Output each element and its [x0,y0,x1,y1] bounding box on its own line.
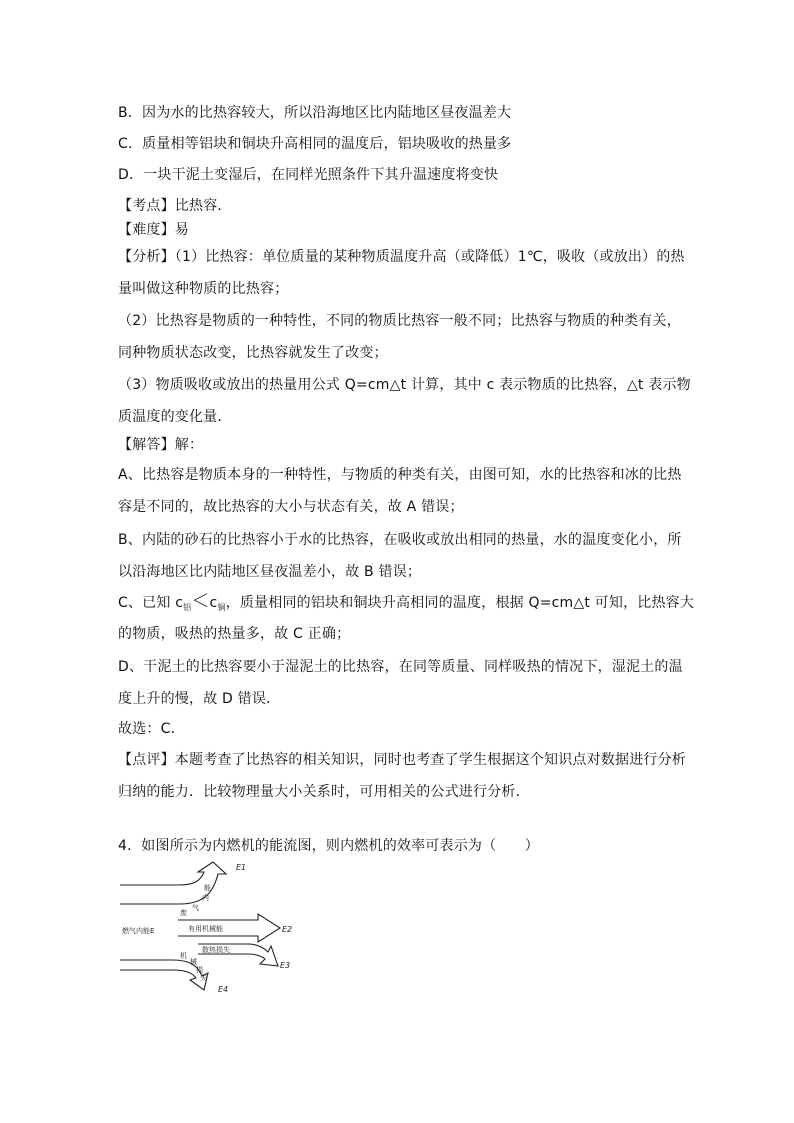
mech-loss-char-3: 损 [196,966,203,974]
answer-c-line-1 [118,593,694,614]
mech-loss-char-2: 械 [190,958,197,966]
analysis-line-4: 同种物质状态改变，比热容就发生了改变； [118,345,388,361]
answer-d-line-2: 度上升的慢，故 D 错误． [118,691,281,707]
analysis-line-3: （2）比热容是物质的一种特性，不同的物质比热容一般不同；比热容与物质的种类有关， [118,313,681,329]
e1-label: E1 [236,863,247,872]
e2-label: E2 [282,925,293,934]
exhaust-char-4: 能 [204,884,211,892]
exhaust-char-1: 废 [180,909,187,917]
question-4: 4．如图所示为内燃机的能流图，则内燃机的效率可表示为（ ） [118,838,539,854]
answer-b-line-2: 以沿海地区比内陆地区昼夜温差小，故 B 错误； [118,564,422,580]
subscript-aluminum: 铝 [183,603,192,612]
option-b: B．因为水的比热容较大，所以沿海地区比内陆地区昼夜温差大 [118,105,512,121]
useful-energy-label: 有用机械能 [188,925,223,933]
answer-c-prefix: C、已知 c [118,595,184,611]
exhaust-char-2: 气 [192,904,199,912]
mech-loss-char-4: 失 [200,974,207,982]
answer-c-line-2: 的物质，吸热的热量多，故 C 正确； [118,626,351,642]
subscript-copper: 铜 [217,603,226,612]
analysis-line-1: 【分析】（1）比热容：单位质量的某种物质温度升高（或降低）1℃，吸收（或放出）的热 [118,249,685,265]
difficulty-line: 【难度】易 [118,222,189,238]
answer-c-rest: ，质量相同的铝块和铜块升高相同的温度，根据 Q=cm△t 可知，比热容大 [225,595,695,611]
exhaust-arrow [120,862,226,904]
energy-flow-diagram [118,860,298,1000]
comment-line-1: 【点评】本题考查了比热容的相关知识，同时也考查了学生根据这个知识点对数据进行分析 [118,752,686,768]
e4-label: E4 [218,985,229,994]
comment-line-2: 归纳的能力．比较物理量大小关系时，可用相关的公式进行分析． [118,784,530,800]
option-c: C．质量相等铝块和铜块升高相同的温度后，铝块吸收的热量多 [118,136,512,152]
fuel-energy-label: 燃气内能E [122,927,155,935]
choice-line: 故选：C． [118,721,185,737]
answer-a-line-1: A、比热容是物质本身的一种特性，与物质的种类有关，由图可知，水的比热容和冰的比热 [118,467,682,483]
mech-loss-char-1: 机 [180,952,187,960]
option-d: D．一块干泥土变湿后，在同样光照条件下其升温速度将变快 [118,167,499,183]
e3-label: E3 [280,961,291,970]
less-than-sign: ＜ [191,591,210,612]
exhaust-char-3: 内 [202,894,209,902]
analysis-line-5: （3）物质吸收或放出的热量用公式 Q=cm△t 计算，其中 c 表示物质的比热容，△t 表示物 [118,377,691,393]
analysis-line-6: 质温度的变化量． [118,409,232,425]
topic-line: 【考点】比热容． [118,198,232,214]
answer-d-line-1: D、干泥土的比热容要小于湿泥土的比热容，在同等质量、同样吸热的情况下，湿泥土的温 [118,659,683,675]
analysis-line-2: 量叫做这种物质的比热容； [118,281,289,297]
answer-a-line-2: 容是不同的，故比热容的大小与状态有关，故 A 错误； [118,499,464,515]
heat-loss-label: 散热损失 [202,946,230,954]
answer-b-line-1: B、内陆的砂石的比热容小于水的比热容，在吸收或放出相同的热量，水的温度变化小，所 [118,532,682,548]
answer-heading: 【解答】解： [118,437,204,453]
answer-c-symbol: c [209,595,218,611]
